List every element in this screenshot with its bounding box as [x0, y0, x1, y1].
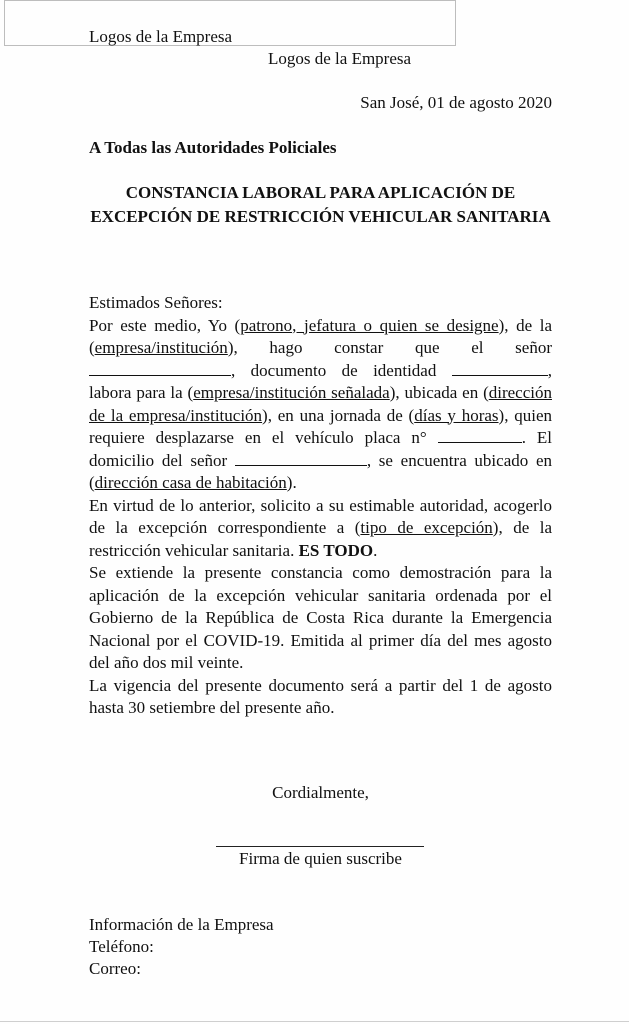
placeholder-company-named: empresa/institución señalada [193, 383, 390, 402]
text-segment: ). [286, 473, 297, 492]
text-segment: Por este medio, Yo ( [89, 315, 241, 335]
closing: Cordialmente, [272, 783, 369, 802]
date-line: San José, 01 de agosto 2020 [360, 93, 552, 112]
paragraph-request [89, 495, 552, 563]
blank-employee-name [89, 361, 231, 376]
company-info-block [89, 914, 274, 980]
text-segment: . [373, 540, 378, 560]
blank-employee-name-2 [235, 451, 367, 466]
placeholder-home-address: dirección casa de habitación [94, 473, 287, 492]
text-segment: , documento de identidad [231, 360, 452, 380]
addressee: A Todas las Autoridades Policiales [89, 138, 337, 157]
text-segment: , labora para la ( [89, 360, 552, 402]
placeholder-schedule: días y horas [414, 405, 499, 425]
text-segment: ), ubicada en ( [389, 383, 489, 402]
logo-text-primary: Logos de la Empresa [89, 27, 233, 46]
signature-label: Firma de quien suscribe [239, 849, 402, 868]
letter-body [89, 292, 552, 720]
paragraph-statement [89, 315, 552, 495]
placeholder-company: empresa/institución [94, 338, 228, 357]
text-segment: ), hago constar que el señor [227, 338, 552, 357]
placeholder-employer: patrono, jefatura o quien se designe [240, 315, 499, 335]
text-segment: , se encuentra ubicado en ( [89, 450, 552, 492]
company-info-heading: Información de la Empresa [89, 915, 274, 934]
company-phone-label: Teléfono: [89, 937, 154, 956]
text-segment: ), en una jornada de ( [262, 405, 415, 425]
salutation: Estimados Señores: [89, 293, 223, 312]
text-segment: ), quien requiere desplazarse en el vehículo placa n° [89, 405, 553, 447]
blank-plate-number [438, 428, 522, 443]
signature-line [216, 846, 424, 847]
paragraph-validity: La vigencia del presente documento será a partir del 1 de agosto hasta 30 setiembre del presente año. [89, 675, 552, 717]
bottom-edge-rule [0, 1021, 629, 1022]
blank-id-document [452, 361, 548, 376]
text-segment: ), de la restricción vehicular sanitaria. [89, 518, 552, 560]
company-email-label: Correo: [89, 959, 141, 978]
text-segment: . El domicilio del señor [89, 428, 552, 470]
document-title: CONSTANCIA LABORAL PARA APLICACIÓN DE EXCEPCIÓN DE RESTRICCIÓN VEHICULAR SANITARIA [90, 183, 551, 226]
placeholder-exception-type: tipo de excepción [360, 518, 493, 537]
placeholder-company-address: dirección de la empresa/institución [89, 383, 552, 425]
logo-text-secondary: Logos de la Empresa [268, 49, 412, 68]
es-todo-emphasis: ES TODO [298, 540, 374, 560]
text-segment: En virtud de lo anterior, solicito a su estimable autoridad, acogerlo de la excepción correspondiente a ( [89, 495, 552, 537]
text-segment: ), de la ( [89, 315, 552, 357]
paragraph-issuance: Se extiende la presente constancia como demostración para la aplicación de la excepción vehicular sanitaria ordenada por el Gobierno de la República de Costa Rica durante la Emergencia Nacional por el COVID-19. Emitida al primer día del mes agosto del año dos mil veinte. [89, 563, 552, 672]
